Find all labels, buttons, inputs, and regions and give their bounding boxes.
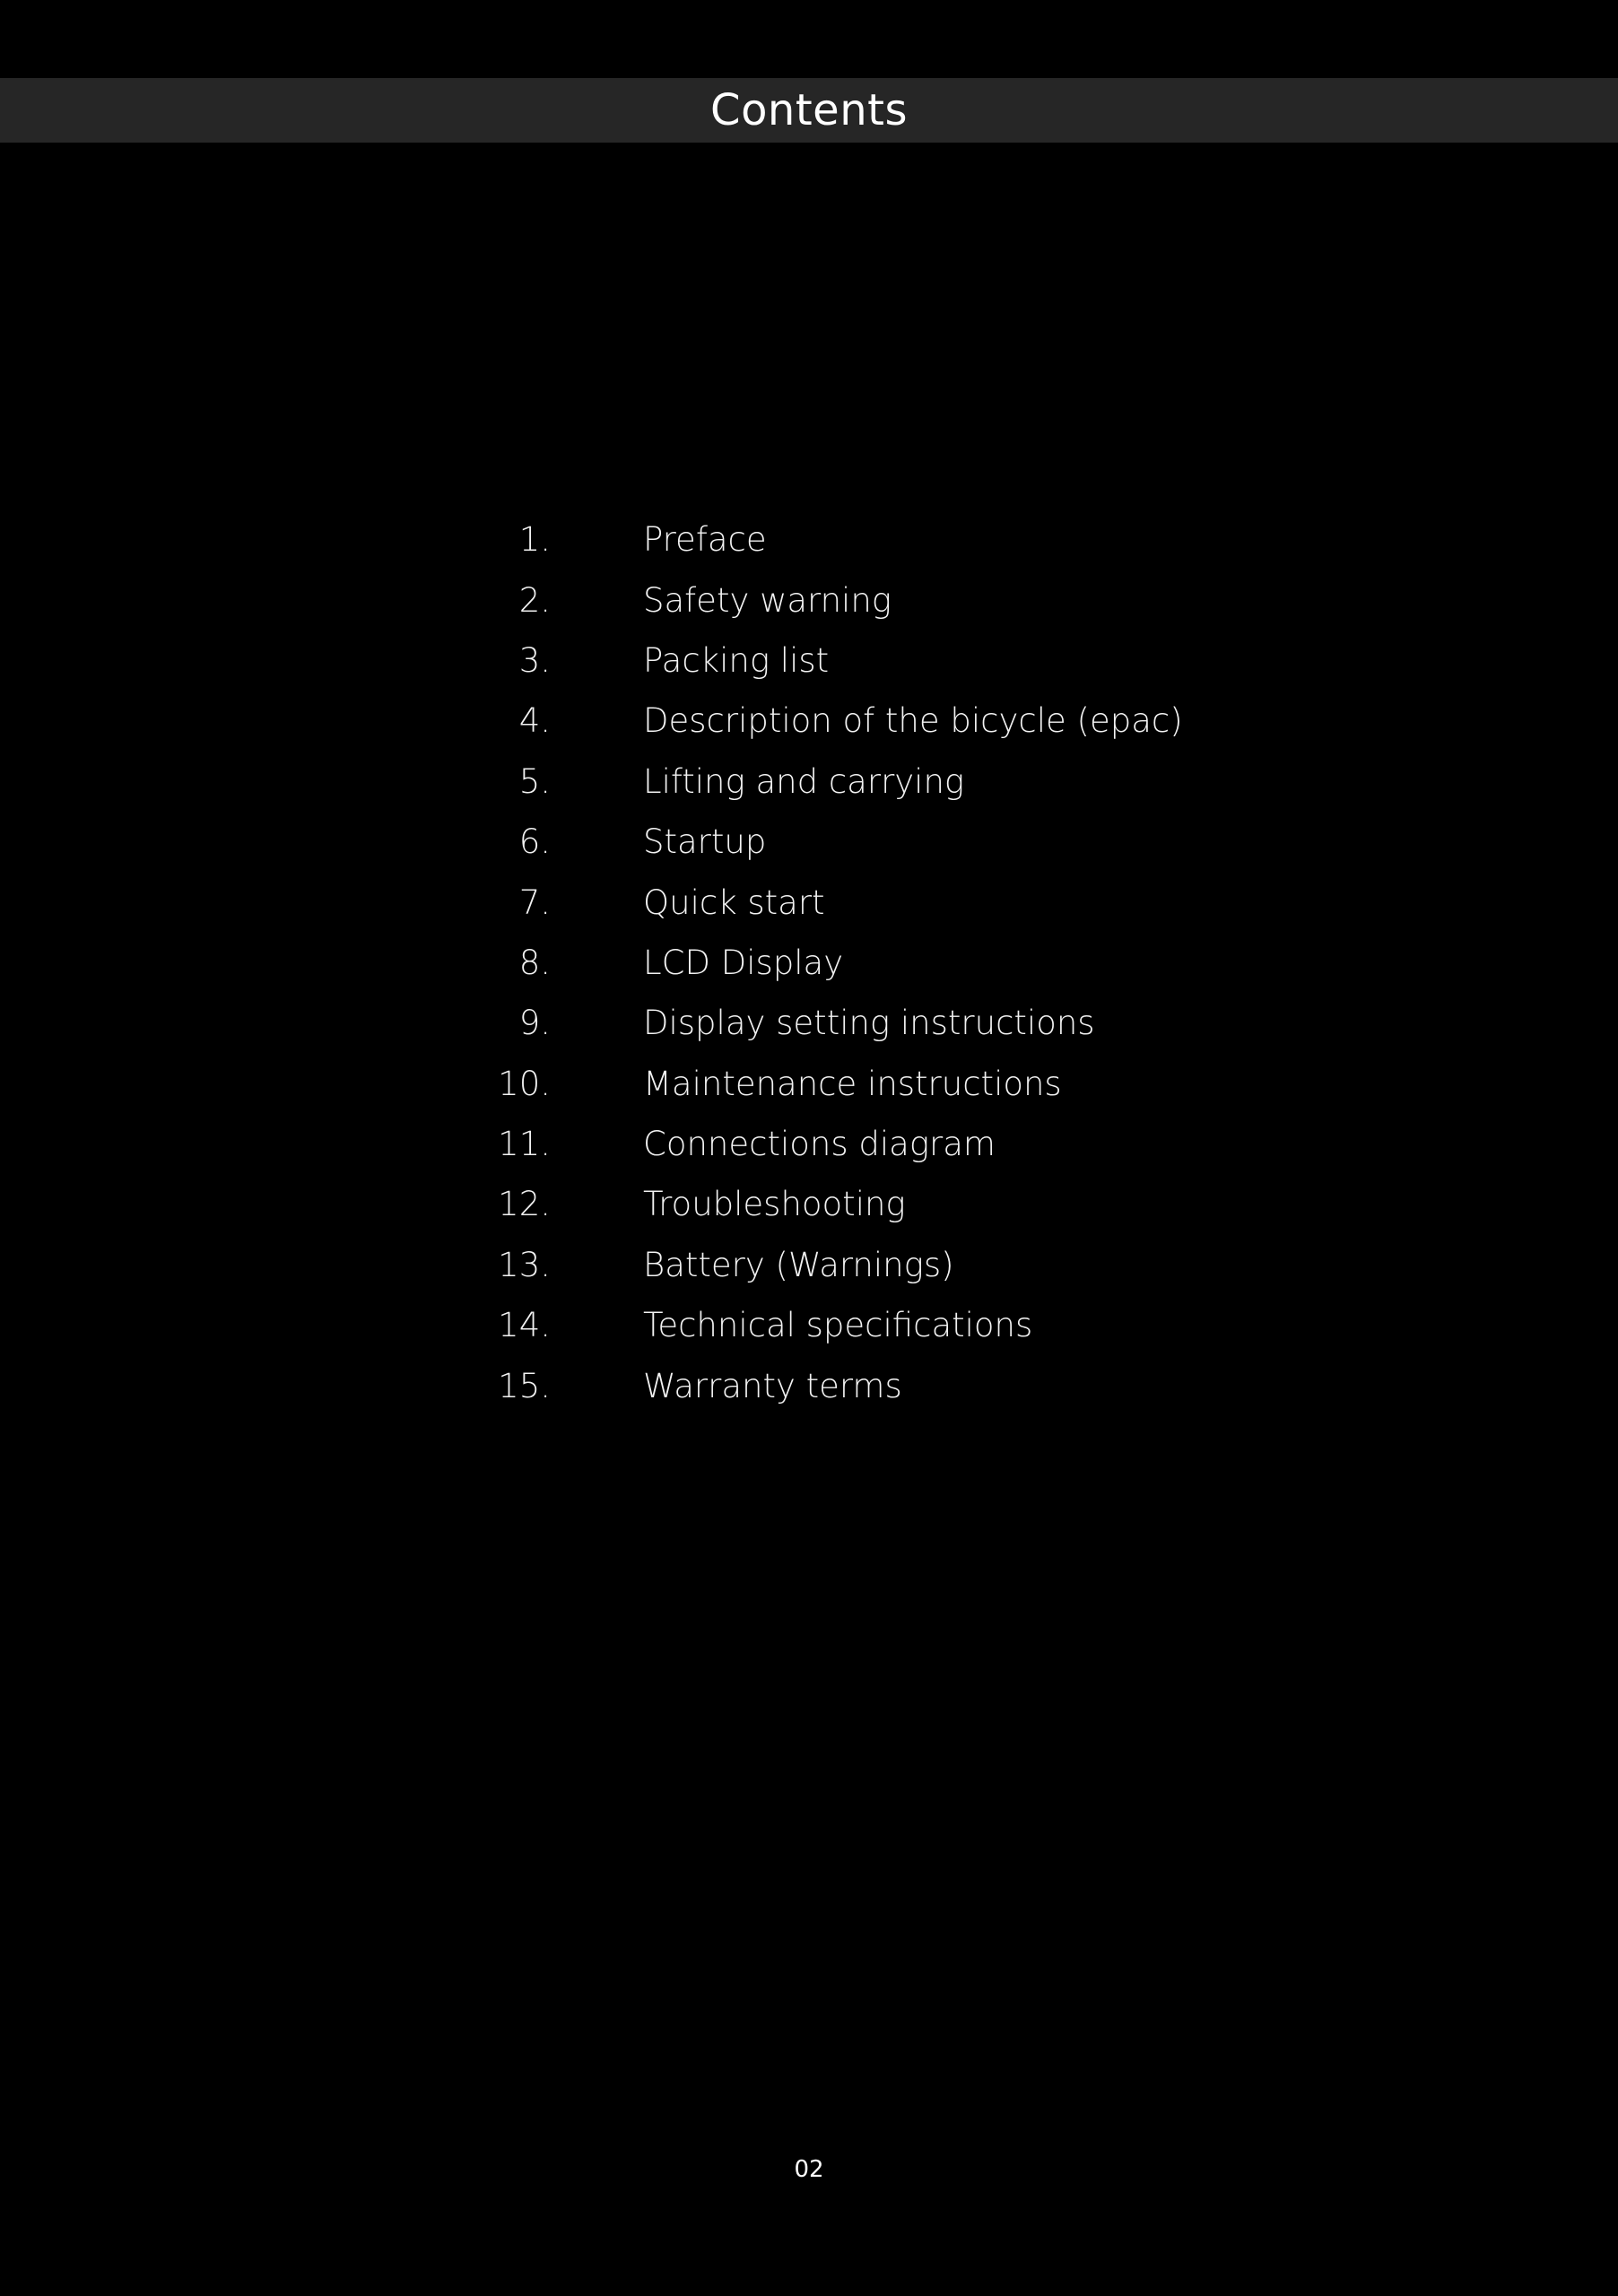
toc-item-label: Display setting instructions [643, 1004, 1095, 1043]
toc-item-1[interactable] [0, 509, 1618, 570]
page-number: 02 [794, 2156, 824, 2183]
toc-item-3[interactable] [0, 631, 1618, 691]
toc-item-8[interactable] [0, 933, 1618, 993]
toc-item-label: Maintenance instructions [643, 1064, 1062, 1103]
toc-item-label: LCD Display [643, 943, 844, 982]
toc-item-number: 14. [498, 1306, 551, 1345]
toc-item-2[interactable] [0, 570, 1618, 630]
toc-item-11[interactable] [0, 1114, 1618, 1174]
toc-item-7[interactable] [0, 872, 1618, 932]
toc-item-label: Warranty terms [643, 1366, 902, 1405]
toc-item-number: 9. [518, 1004, 551, 1043]
toc-item-label: Preface [643, 520, 767, 560]
toc-item-number: 7. [518, 883, 551, 922]
toc-item-number: 12. [498, 1185, 551, 1224]
toc-item-label: Lifting and carrying [643, 761, 965, 801]
toc-item-14[interactable] [0, 1295, 1618, 1355]
toc-item-label: Troubleshooting [643, 1185, 906, 1224]
toc-item-6[interactable] [0, 812, 1618, 872]
toc-item-label: Packing list [643, 640, 830, 680]
toc-item-number: 10. [498, 1064, 551, 1103]
toc-item-number: 3. [518, 640, 551, 680]
toc-item-number: 2. [518, 580, 551, 620]
toc-item-number: 6. [518, 822, 551, 862]
table-of-contents [0, 509, 1618, 1416]
header-bar [0, 78, 1618, 143]
toc-item-12[interactable] [0, 1174, 1618, 1234]
toc-item-label: Battery (Warnings) [643, 1245, 954, 1284]
toc-item-10[interactable] [0, 1054, 1618, 1114]
toc-item-number: 15. [498, 1366, 551, 1405]
toc-item-label: Technical specifications [643, 1306, 1033, 1345]
toc-item-label: Description of the bicycle (epac) [643, 701, 1183, 741]
toc-item-number: 4. [518, 701, 551, 741]
toc-item-label: Safety warning [643, 580, 892, 620]
toc-item-label: Startup [643, 822, 767, 862]
toc-item-number: 1. [518, 520, 551, 560]
toc-item-4[interactable] [0, 691, 1618, 751]
toc-item-5[interactable] [0, 752, 1618, 812]
toc-item-15[interactable] [0, 1355, 1618, 1415]
toc-item-label: Connections diagram [643, 1125, 996, 1164]
toc-item-9[interactable] [0, 993, 1618, 1053]
page-title: Contents [710, 85, 908, 135]
toc-item-number: 11. [498, 1125, 551, 1164]
toc-item-number: 8. [518, 943, 551, 982]
toc-item-number: 13. [498, 1245, 551, 1284]
toc-item-label: Quick start [643, 883, 825, 922]
toc-item-number: 5. [518, 761, 551, 801]
toc-item-13[interactable] [0, 1235, 1618, 1295]
